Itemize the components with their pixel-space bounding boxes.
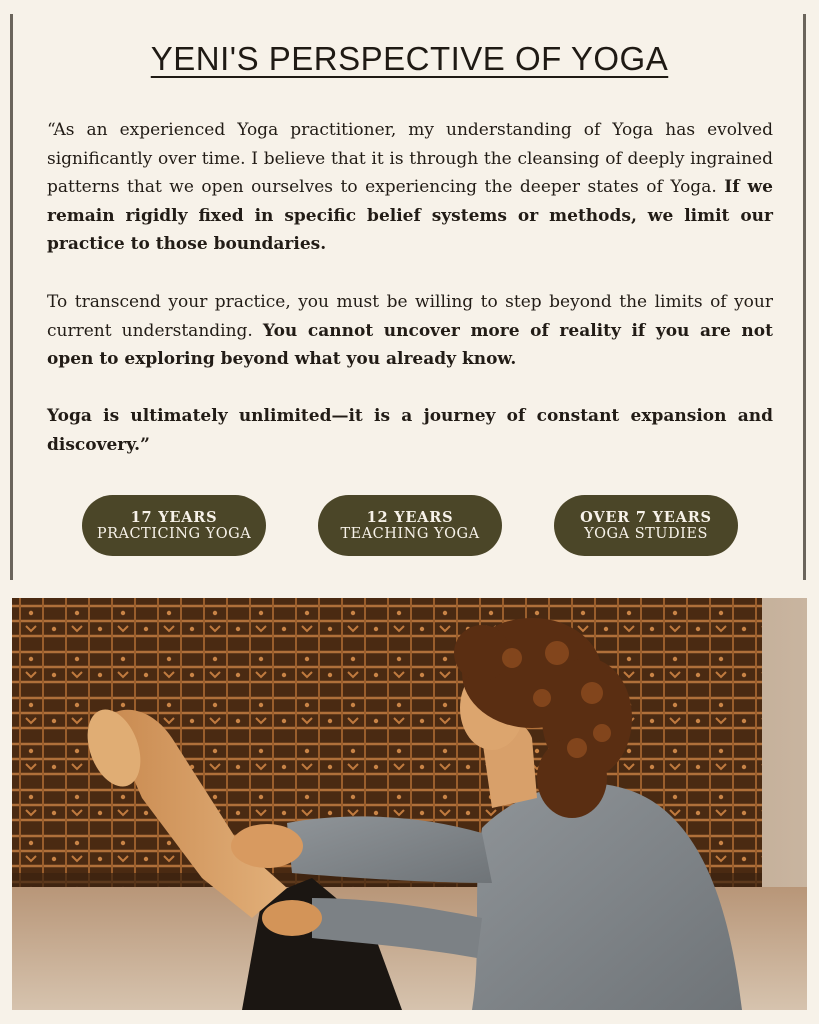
- quote-paragraph-1: [47, 116, 773, 259]
- yoga-photo-illustration: [12, 598, 807, 1010]
- quote-paragraph-2-text: To transcend your practice, you must be willing to step beyond the limits of your current understanding.: [47, 292, 773, 341]
- stat-label: TEACHING YOGA: [340, 525, 480, 542]
- page-title-text: YENI'S PERSPECTIVE OF YOGA: [150, 40, 669, 77]
- quote-paragraph-2: [47, 288, 773, 374]
- quote-paragraph-3-emphasis: Yoga is ultimately unlimited—it is a journey of constant expansion and discovery.”: [47, 406, 773, 455]
- stat-badge-practicing: [82, 495, 266, 556]
- stat-badge-studies: [554, 495, 738, 556]
- page-title: [0, 40, 819, 78]
- stats-row: [0, 495, 819, 557]
- stat-badge-teaching: [318, 495, 502, 556]
- quote-paragraph-1-text: “As an experienced Yoga practitioner, my understanding of Yoga has evolved significantly over time. I believe that it is through the cleansing of deeply ingrained patterns that we open ourselves to experiencing the deeper states of Yoga.: [47, 120, 773, 197]
- stat-number: 12 YEARS: [366, 508, 454, 526]
- quote-paragraph-1-emphasis: If we remain rigidly fixed in specific belief systems or methods, we limit our practice to those boundaries.: [47, 177, 773, 254]
- quote-paragraph-2-emphasis: You cannot uncover more of reality if you are not open to exploring beyond what you already know.: [47, 320, 773, 369]
- stat-number: OVER 7 YEARS: [580, 508, 712, 526]
- stat-number: 17 YEARS: [130, 508, 218, 526]
- quote-paragraph-3: [47, 402, 773, 459]
- yoga-photo: [12, 598, 807, 1010]
- stat-label: YOGA STUDIES: [584, 525, 708, 542]
- stat-label: PRACTICING YOGA: [96, 525, 252, 542]
